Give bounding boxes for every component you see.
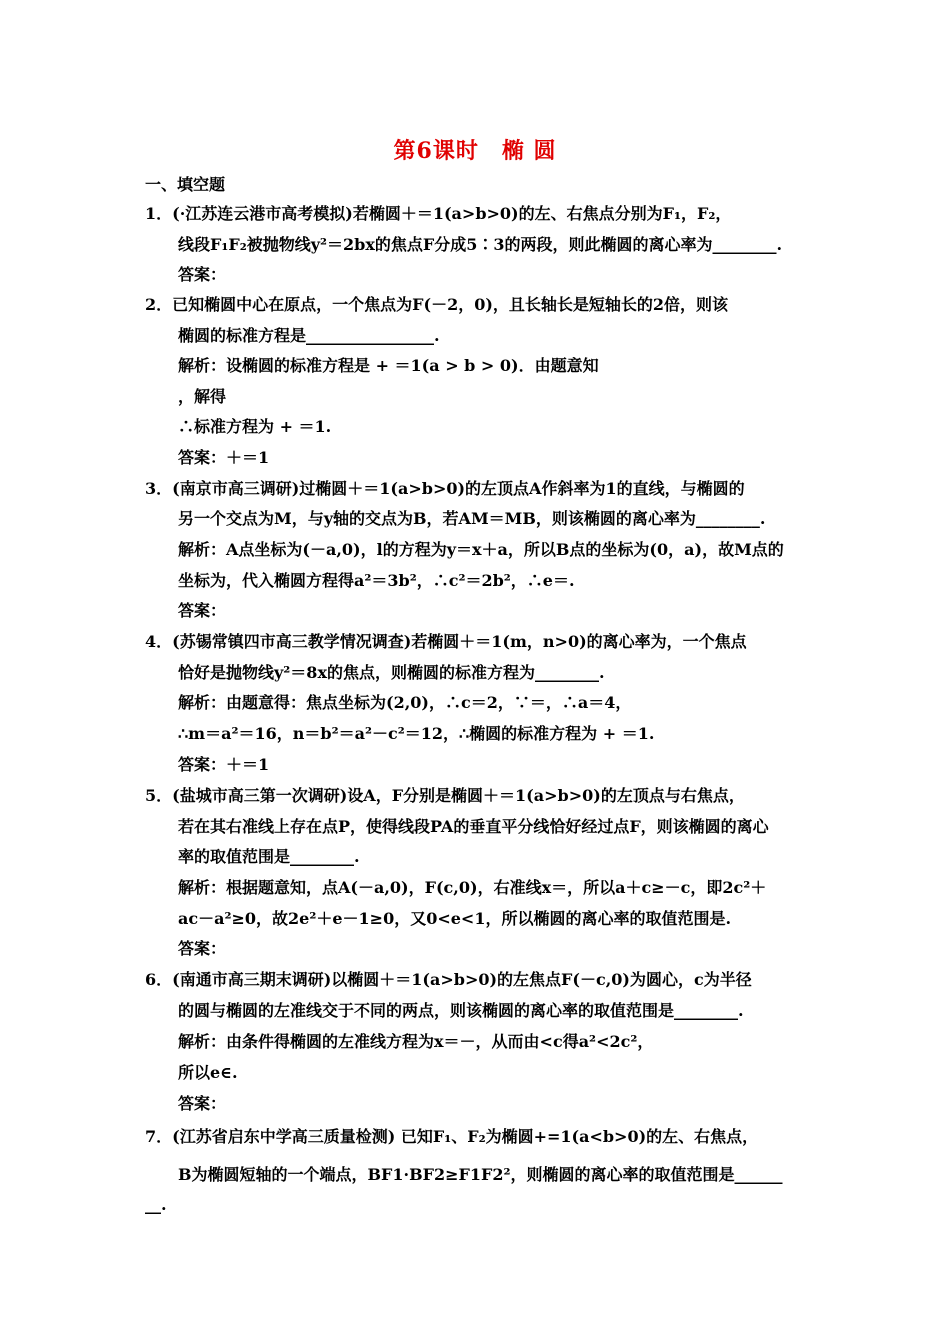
question-3-solution-1: 解析：A点坐标为(－a,0)，l的方程为y＝x＋a，所以B点的坐标为(0，a)，故M点的 <box>178 540 784 559</box>
page-title: 第6课时 椭 圆 <box>393 138 557 164</box>
question-6-solution-1: 解析：由条件得椭圆的左准线方程为x＝－，从而由<c得a²<2c²， <box>178 1032 654 1051</box>
question-4-solution-2: ∴m＝a²＝16，n＝b²＝a²－c²＝12，∴椭圆的标准方程为 + ＝1. <box>178 724 655 743</box>
question-2-solution-2: ，解得 <box>178 387 227 406</box>
question-7-line-2: B为椭圆短轴的一个端点，BF1·BF2≥F1F2²，则椭圆的离心率的取值范围是______ <box>178 1165 783 1184</box>
question-2-solution-1: 解析：设椭圆的标准方程是 + ＝1(a > b > 0)．由题意知 <box>178 356 599 375</box>
question-1-answer: 答案： <box>178 265 227 284</box>
question-5-answer: 答案： <box>178 939 227 958</box>
question-5-line-3: 率的取值范围是________. <box>178 847 360 866</box>
question-5-line-2: 若在其右准线上存在点P，使得线段PA的垂直平分线恰好经过点F，则该椭圆的离心 <box>178 817 769 836</box>
question-3-line-2: 另一个交点为M，与y轴的交点为B，若AM＝MB，则该椭圆的离心率为________. <box>178 509 766 528</box>
question-2-solution-3: ∴标准方程为 + ＝1. <box>178 417 332 436</box>
section-heading: 一、填空题 <box>145 175 226 194</box>
question-5-solution-2: ac－a²≥0，故2e²＋e－1≥0，又0<e<1，所以椭圆的离心率的取值范围是. <box>178 909 732 928</box>
question-3-answer: 答案： <box>178 601 227 620</box>
question-4-line-2: 恰好是抛物线y²＝8x的焦点，则椭圆的标准方程为________. <box>178 663 605 682</box>
question-6-answer: 答案： <box>178 1094 227 1113</box>
question-6-solution-2: 所以e∈. <box>178 1063 238 1082</box>
question-2-line-2: 椭圆的标准方程是________________. <box>178 326 440 345</box>
question-5-solution-1: 解析：根据题意知，点A(－a,0)，F(c,0)，右准线x＝，所以a＋c≥－c，即2c²＋ <box>178 878 767 897</box>
question-1-line-1: 1．(·江苏连云港市高考模拟)若椭圆＋＝1(a>b>0)的左、右焦点分别为F₁，F₂， <box>145 204 732 223</box>
question-3-solution-2: 坐标为，代入椭圆方程得a²＝3b²，∴c²＝2b²，∴e＝. <box>178 571 575 590</box>
question-7-line-1: 7．(江苏省启东中学高三质量检测) 已知F₁、F₂为椭圆+=1(a<b>0)的左、右焦点， <box>145 1127 759 1146</box>
question-1-line-2: 线段F₁F₂被抛物线y²＝2bx的焦点F分成5∶3的两段，则此椭圆的离心率为________. <box>178 235 783 254</box>
question-3-line-1: 3．(南京市高三调研)过椭圆＋＝1(a>b>0)的左顶点A作斜率为1的直线，与椭圆的 <box>145 479 745 498</box>
question-5-line-1: 5．(盐城市高三第一次调研)设A，F分别是椭圆＋＝1(a>b>0)的左顶点与右焦点， <box>145 786 745 805</box>
question-6-line-2: 的圆与椭圆的左准线交于不同的两点，则该椭圆的离心率的取值范围是________. <box>178 1001 744 1020</box>
question-2-answer: 答案：＋＝1 <box>178 448 270 467</box>
question-4-solution-1: 解析：由题意得：焦点坐标为(2,0)，∴c＝2，∵＝，∴a＝4， <box>178 693 632 712</box>
question-7-line-3: __. <box>145 1195 167 1214</box>
question-2-line-1: 2．已知椭圆中心在原点，一个焦点为F(－2，0)，且长轴长是短轴长的2倍，则该 <box>145 295 729 314</box>
question-4-line-1: 4．(苏锡常镇四市高三教学情况调查)若椭圆＋＝1(m，n>0)的离心率为，一个焦点 <box>145 632 747 651</box>
question-4-answer: 答案：＋＝1 <box>178 755 270 774</box>
question-6-line-1: 6．(南通市高三期末调研)以椭圆＋＝1(a>b>0)的左焦点F(－c,0)为圆心，c为半径 <box>145 970 752 989</box>
